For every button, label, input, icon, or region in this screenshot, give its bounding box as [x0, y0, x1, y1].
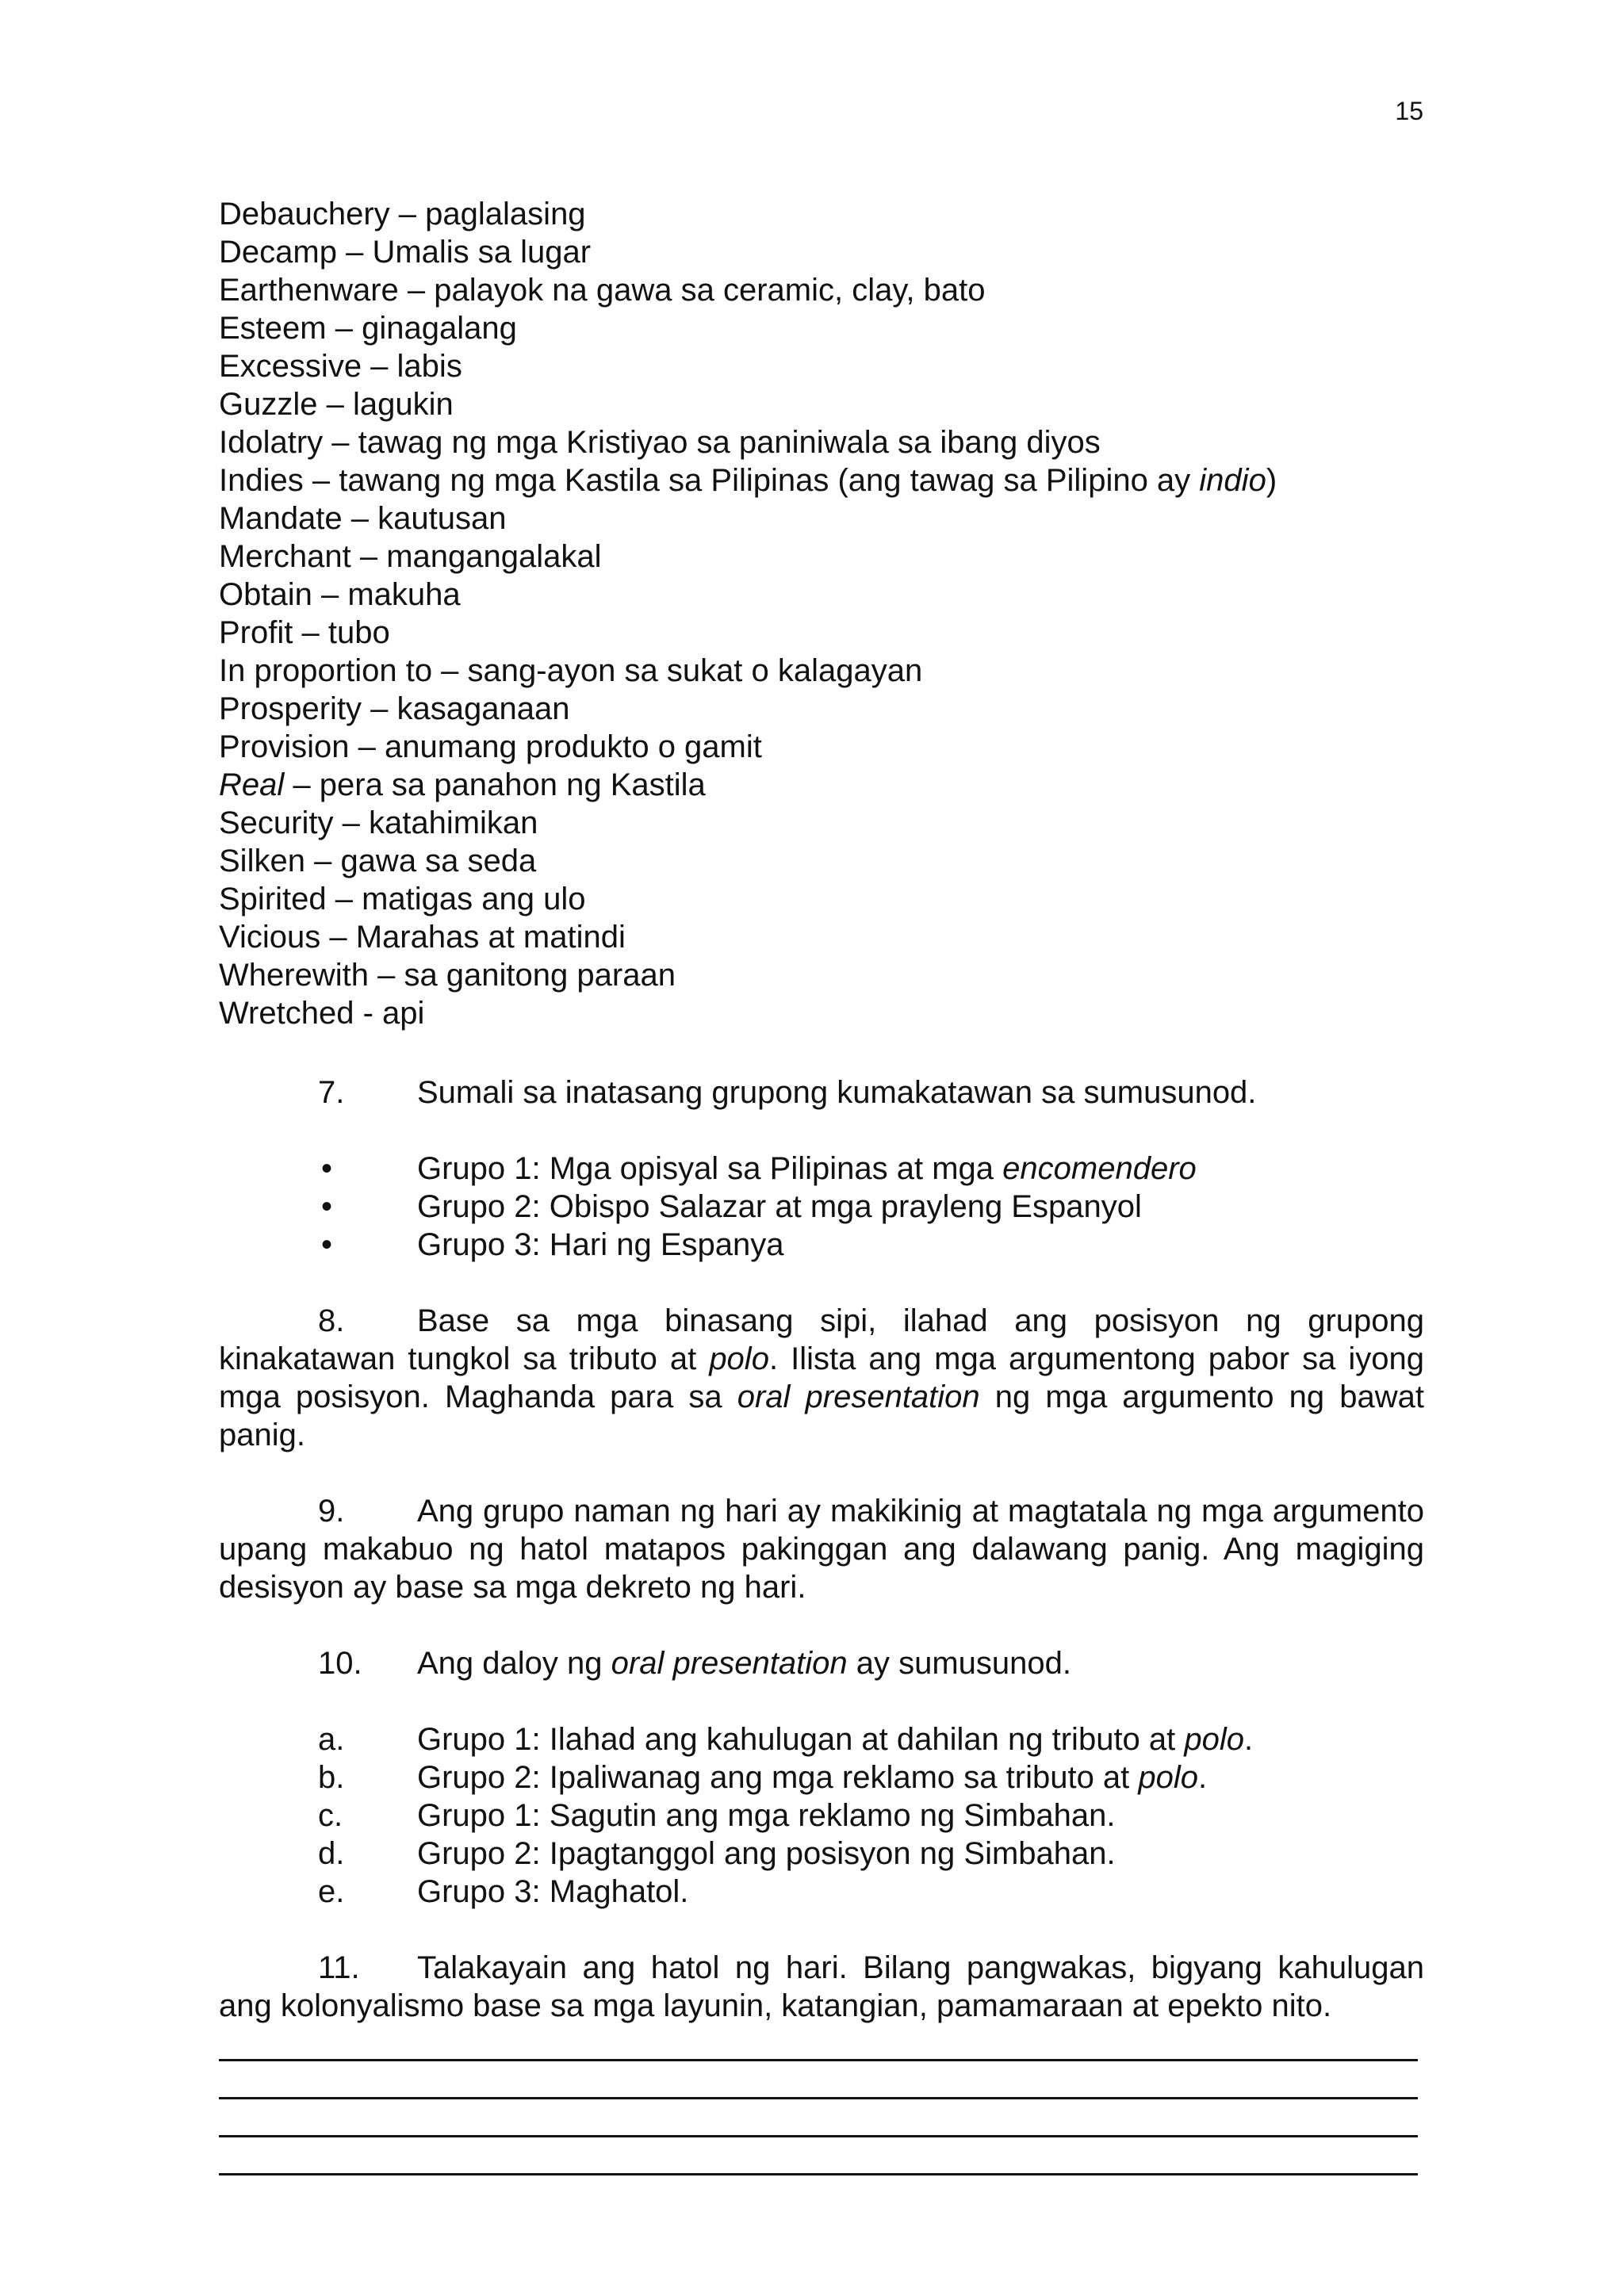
glossary-separator: – — [317, 387, 353, 422]
glossary-separator: – — [333, 806, 369, 840]
list-text: Grupo 2: Ipaliwanag ang mga reklamo sa tributo at — [417, 1760, 1139, 1795]
glossary-meaning-italic: indio — [1199, 463, 1266, 498]
answer-line[interactable] — [219, 2137, 1418, 2175]
glossary-term: Wretched — [219, 996, 354, 1031]
glossary-separator: – — [362, 349, 397, 384]
italic-term: oral presentation — [737, 1380, 980, 1414]
glossary-meaning: ginagalang — [362, 311, 517, 346]
list-marker: c. — [318, 1798, 343, 1833]
glossary-item — [219, 766, 1424, 804]
glossary-term: Provision — [219, 729, 350, 764]
glossary-term: Indies — [219, 463, 304, 498]
glossary-separator: - — [354, 996, 382, 1031]
glossary-term: Decamp — [219, 235, 337, 270]
step-text-part: ay sumusunod. — [847, 1646, 1071, 1681]
step-number: 11. — [318, 1950, 360, 1985]
list-marker: d. — [318, 1836, 345, 1871]
glossary-meaning: mangangalakal — [386, 539, 602, 574]
glossary-item — [219, 271, 1424, 309]
glossary-term: Security — [219, 806, 334, 840]
answer-line[interactable] — [219, 2061, 1418, 2099]
step-number: 8. — [318, 1303, 345, 1338]
italic-term: oral presentation — [611, 1646, 848, 1681]
glossary-meaning: api — [382, 996, 425, 1031]
glossary-term: Excessive — [219, 349, 362, 384]
list-text: Grupo 3: Maghatol. — [417, 1874, 689, 1909]
glossary-term: Vicious — [219, 920, 321, 955]
glossary-meaning: sang-ayon sa sukat o kalagayan — [467, 653, 923, 688]
glossary-separator: – — [342, 501, 378, 536]
group-list — [318, 1150, 1424, 1264]
glossary-term: Prosperity — [219, 691, 362, 726]
glossary-separator: – — [389, 197, 426, 232]
italic-term: polo — [709, 1341, 769, 1376]
list-item — [318, 1797, 1424, 1835]
list-text: Grupo 1: Mga opisyal sa Pilipinas at mga — [417, 1151, 1003, 1186]
glossary-meaning: labis — [396, 349, 462, 384]
list-text: Grupo 3: Hari ng Espanya — [417, 1227, 784, 1262]
list-item — [318, 1226, 1424, 1264]
list-marker: • — [321, 1189, 333, 1224]
glossary-term: In proportion to — [219, 653, 433, 688]
list-marker: e. — [318, 1874, 345, 1909]
glossary-item — [219, 690, 1424, 728]
step-text-part: Ang daloy ng — [417, 1646, 611, 1681]
glossary-meaning: matigas ang ulo — [362, 882, 586, 916]
glossary-item — [219, 576, 1424, 614]
page-number: 15 — [1395, 97, 1423, 125]
step-9 — [219, 1492, 1424, 1606]
glossary-meaning: kautusan — [377, 501, 507, 536]
glossary-item — [219, 652, 1424, 690]
step-number: 10. — [318, 1646, 362, 1681]
step-8 — [219, 1302, 1424, 1454]
list-text: Grupo 2: Obispo Salazar at mga prayleng Espanyol — [417, 1189, 1142, 1224]
list-text: Grupo 1: Sagutin ang mga reklamo ng Simbahan. — [417, 1798, 1116, 1833]
answer-lines — [219, 2045, 1418, 2175]
step-text: Sumali sa inatasang grupong kumakatawan sa sumusunod. — [417, 1075, 1257, 1110]
list-item — [318, 1758, 1424, 1797]
step-number: 9. — [318, 1494, 345, 1529]
glossary-separator: – — [362, 691, 397, 726]
italic-term: polo — [1184, 1722, 1245, 1757]
italic-term: encomendero — [1002, 1151, 1197, 1186]
glossary-separator: – — [303, 463, 339, 498]
glossary-item — [219, 423, 1424, 461]
glossary-term: Wherewith — [219, 958, 369, 993]
step-11 — [219, 1949, 1424, 2025]
list-item — [318, 1150, 1424, 1188]
glossary-term: Merchant — [219, 539, 351, 574]
glossary-term: Debauchery — [219, 197, 390, 232]
glossary-meaning: Marahas at matindi — [355, 920, 626, 955]
step-7 — [318, 1073, 1424, 1112]
list-text-end: . — [1198, 1760, 1208, 1795]
glossary-meaning: tawang ng mga Kastila sa Pilipinas (ang tawag sa Pilipino ay — [339, 463, 1200, 498]
glossary-separator: – — [320, 920, 356, 955]
glossary-separator: – — [349, 729, 385, 764]
glossary-term: Mandate — [219, 501, 343, 536]
list-marker: b. — [318, 1760, 345, 1795]
glossary-separator: – — [284, 767, 320, 802]
glossary-item — [219, 499, 1424, 538]
glossary-meaning: tubo — [327, 615, 390, 650]
answer-line[interactable] — [219, 2099, 1418, 2137]
glossary-item — [219, 347, 1424, 385]
glossary-meaning: Umalis sa lugar — [372, 235, 592, 270]
italic-term: polo — [1138, 1760, 1199, 1795]
glossary-meaning: lagukin — [352, 387, 454, 422]
glossary-item — [219, 728, 1424, 766]
step-text-part: ng mga argumento ng bawat panig. — [219, 1380, 1424, 1452]
glossary-separator: – — [398, 273, 435, 308]
glossary-separator: – — [312, 577, 348, 612]
step-10 — [318, 1644, 1424, 1682]
glossary-separator: – — [326, 882, 362, 916]
glossary-meaning: anumang produkto o gamit — [385, 729, 762, 764]
glossary-item — [219, 880, 1424, 918]
step-text: Talakayain ang hatol ng hari. Bilang pangwakas, bigyang kahulugan ang kolonyalismo base sa mga layunin, katangian, pamamaraan at epekto nito. — [219, 1950, 1424, 2023]
glossary-meaning: paglalasing — [425, 197, 586, 232]
glossary-term: Idolatry — [219, 425, 324, 460]
glossary-term: Profit — [219, 615, 293, 650]
glossary-meaning: pera sa panahon ng Kastila — [319, 767, 706, 802]
glossary-term: Earthenware — [219, 273, 399, 308]
glossary-separator: – — [304, 844, 341, 878]
list-item — [318, 1720, 1424, 1758]
glossary-item — [219, 233, 1424, 271]
glossary-meaning: katahimikan — [368, 806, 538, 840]
glossary-separator: – — [350, 539, 387, 574]
glossary-item — [219, 195, 1424, 233]
glossary-item — [219, 309, 1424, 347]
glossary-item — [219, 385, 1424, 423]
step-text-part: Base sa mga binasang sipi, ilahad ang posisyon ng grupong kinakatawan tungkol sa tributo at — [219, 1303, 1424, 1376]
glossary-meaning: gawa sa seda — [340, 844, 537, 878]
list-text: Grupo 1: Ilahad ang kahulugan at dahilan ng tributo at — [417, 1722, 1185, 1757]
glossary-meaning: kasaganaan — [396, 691, 570, 726]
glossary-separator: – — [326, 311, 362, 346]
glossary-list — [219, 195, 1424, 1032]
glossary-term: Spirited — [219, 882, 327, 916]
list-marker: a. — [318, 1722, 345, 1757]
glossary-item — [219, 614, 1424, 652]
glossary-meaning: sa ganitong paraan — [404, 958, 676, 993]
glossary-meaning: palayok na gawa sa ceramic, clay, bato — [434, 273, 986, 308]
list-item — [318, 1873, 1424, 1911]
glossary-separator: – — [368, 958, 404, 993]
list-text: Grupo 2: Ipagtanggol ang posisyon ng Simbahan. — [417, 1836, 1116, 1871]
glossary-separator: – — [336, 235, 373, 270]
glossary-term: Obtain — [219, 577, 312, 612]
answer-line[interactable] — [219, 2045, 1418, 2061]
glossary-item — [219, 804, 1424, 842]
glossary-item — [219, 956, 1424, 994]
step-text: Ang grupo naman ng hari ay makikinig at magtatala ng mga argumento upang makabuo ng hatol matapos pakinggan ang dalawang panig. Ang magiging desisyon ay base sa mga dekreto ng hari. — [219, 1494, 1424, 1605]
list-marker: • — [321, 1151, 333, 1186]
glossary-item — [219, 918, 1424, 956]
glossary-separator: – — [323, 425, 358, 460]
glossary-term: Silken — [219, 844, 305, 878]
flow-list — [318, 1720, 1424, 1911]
list-text-end: . — [1244, 1722, 1254, 1757]
glossary-meaning: tawag ng mga Kristiyao sa paniniwala sa ibang diyos — [358, 425, 1101, 460]
list-item — [318, 1188, 1424, 1226]
glossary-separator: – — [293, 615, 328, 650]
list-item — [318, 1835, 1424, 1873]
glossary-item — [219, 842, 1424, 880]
glossary-separator: – — [432, 653, 468, 688]
glossary-item — [219, 461, 1424, 499]
glossary-term: Guzzle — [219, 387, 318, 422]
glossary-term: Esteem — [219, 311, 327, 346]
step-text-part: . Ilista ang mga argumentong pabor sa iyong mga posisyon. Maghanda para sa — [219, 1341, 1424, 1414]
glossary-term: Real — [219, 767, 285, 802]
glossary-item — [219, 538, 1424, 576]
glossary-item — [219, 994, 1424, 1032]
list-marker: • — [321, 1227, 333, 1262]
glossary-meaning-end: ) — [1266, 463, 1277, 498]
step-number: 7. — [318, 1075, 345, 1110]
glossary-meaning: makuha — [347, 577, 461, 612]
